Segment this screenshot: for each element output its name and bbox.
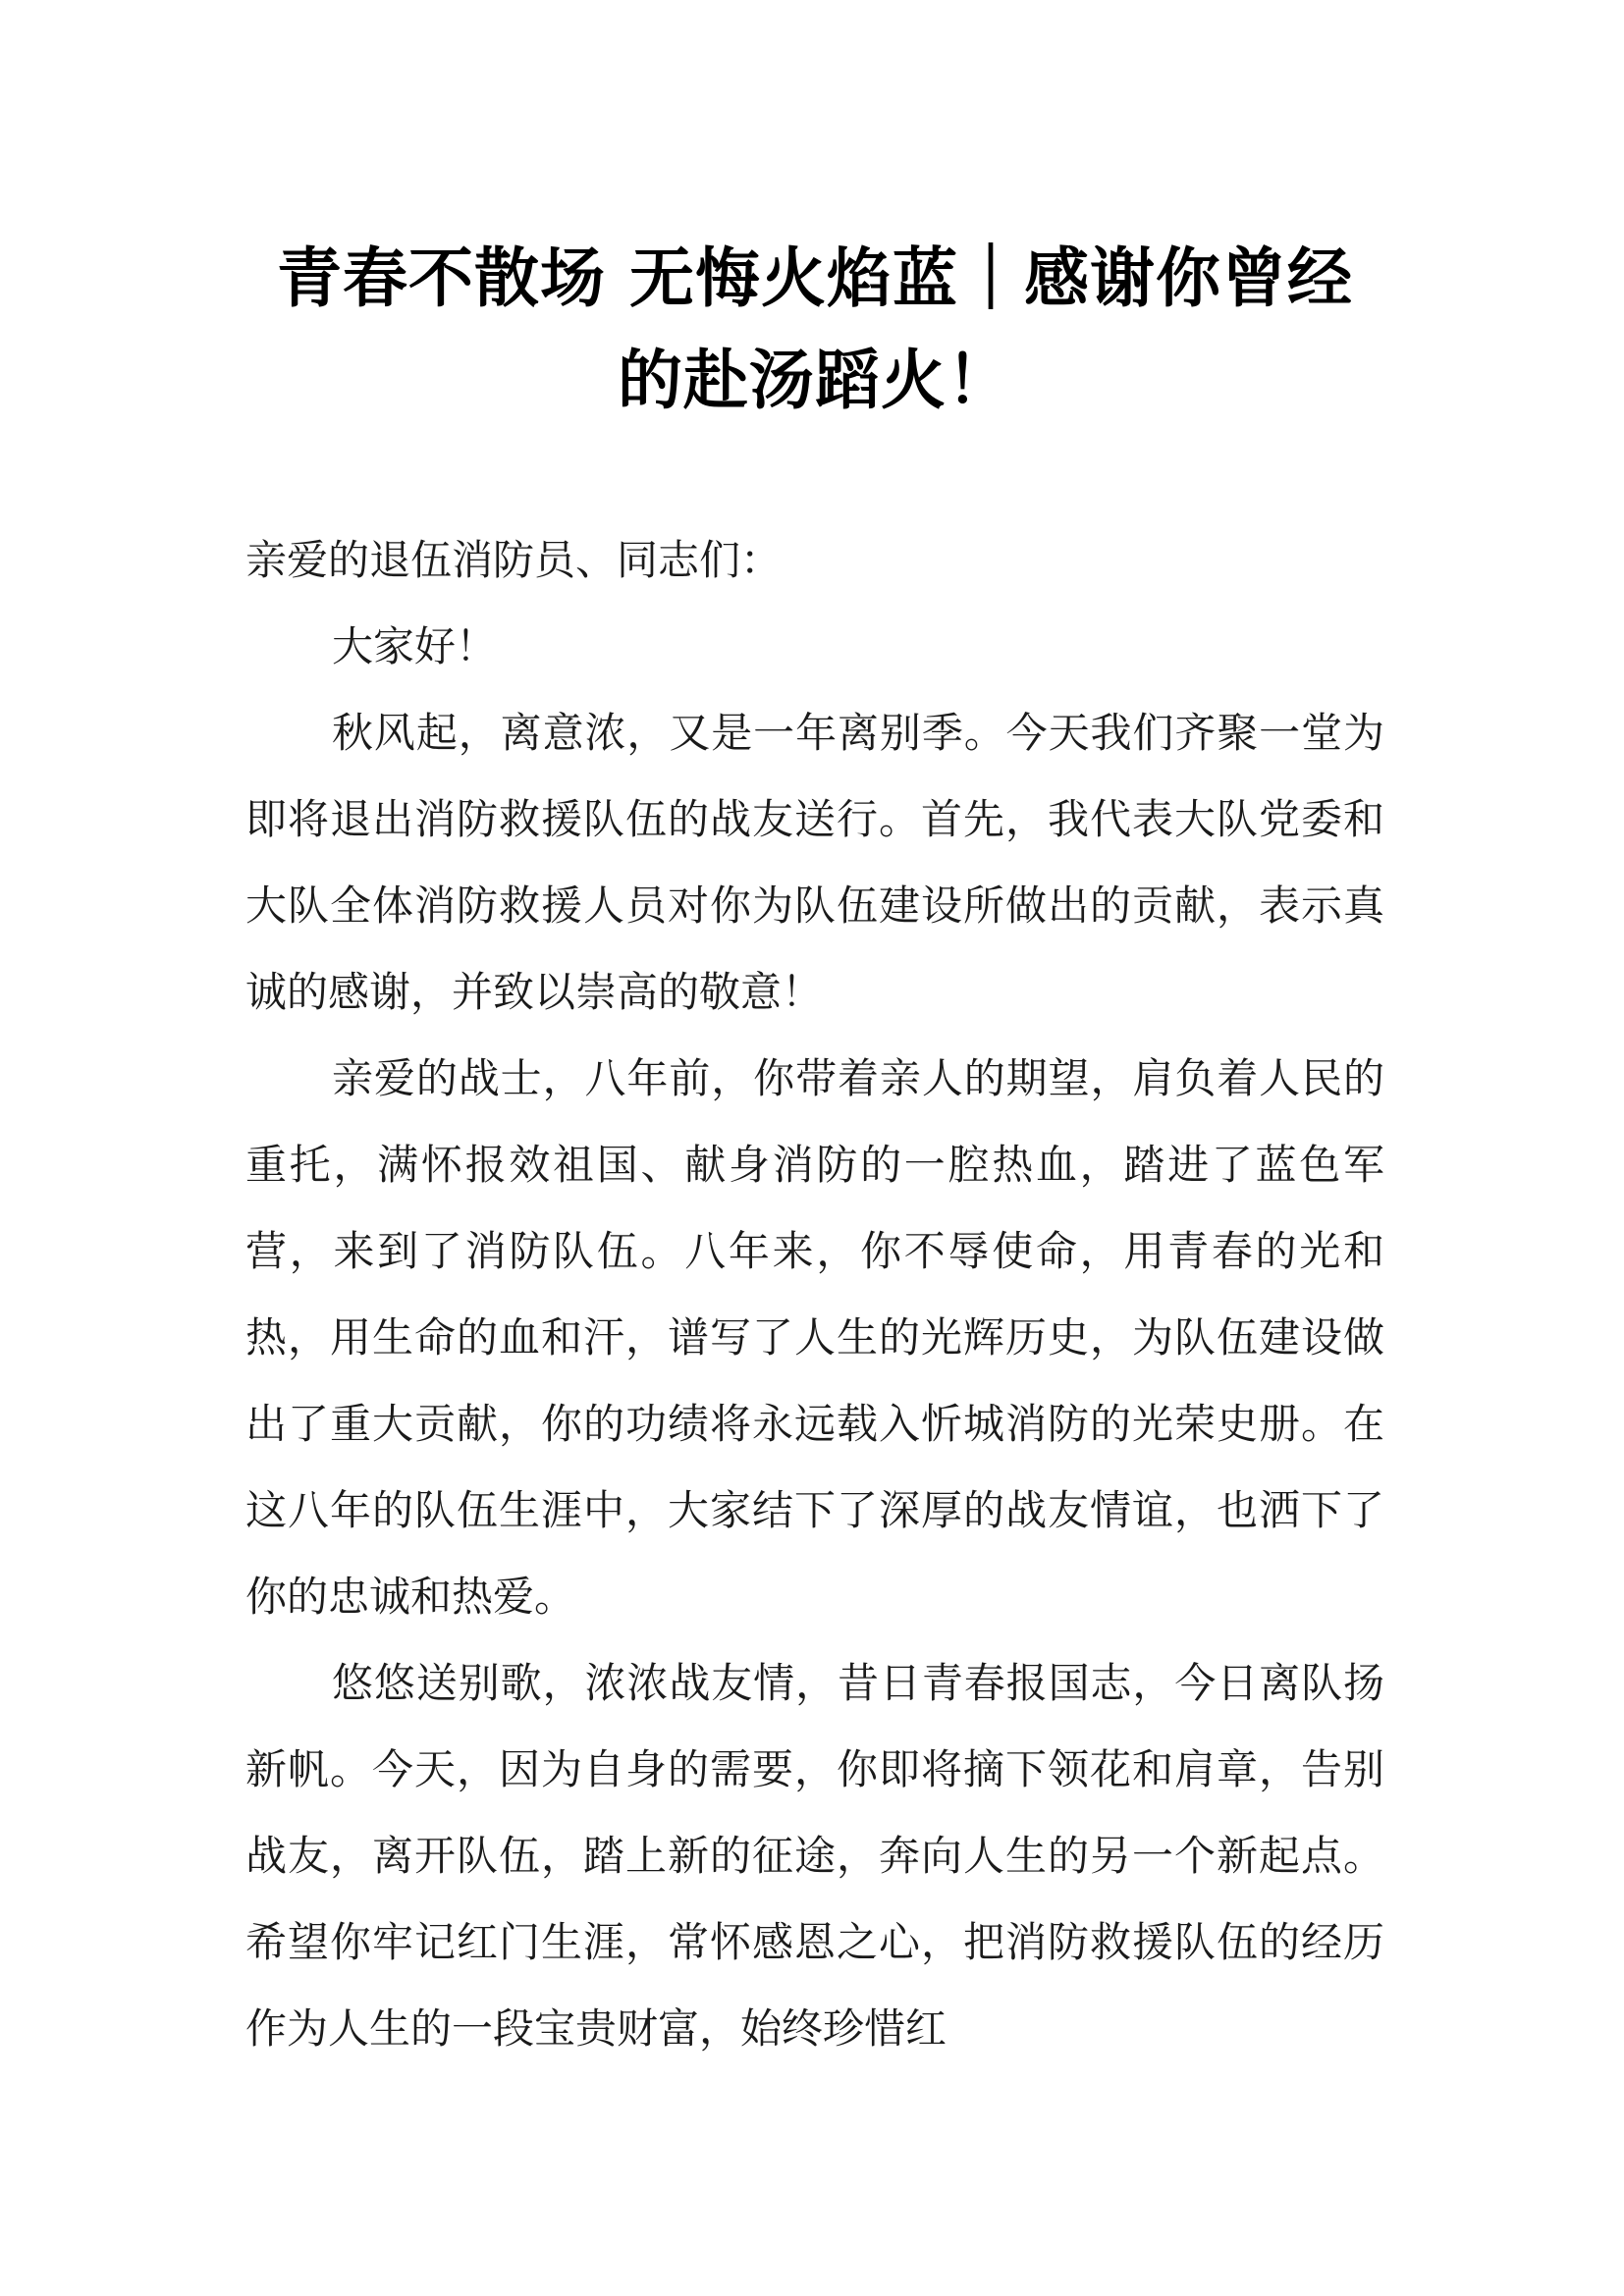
paragraph: 悠悠送别歌，浓浓战友情，昔日青春报国志，今日离队扬新帆。今天，因为自身的需要，你即将摘下领花和肩章，告别战友，离开队伍，踏上新的征途，奔向人生的另一个新起点。希望你牢记红门生涯，常怀感恩之心，把消防救援队伍的经历作为人生的一段宝贵财富，始终珍惜红 (245, 1659, 1384, 2053)
document-title: 青春不散场 无悔火焰蓝｜感谢你曾经的赴汤蹈火！ (277, 240, 1353, 418)
paragraph: 秋风起，离意浓，又是一年离别季。今天我们齐聚一堂为即将退出消防救援队伍的战友送行。首先，我代表大队党委和大队全体消防救援人员对你为队伍建设所做出的贡献，表示真诚的感谢，并致以崇高的敬意！ (245, 709, 1384, 1016)
salutation: 亲爱的退伍消防员、同志们： (245, 536, 783, 584)
document-body (245, 517, 1384, 2072)
greeting: 大家好！ (332, 622, 498, 670)
paragraph: 亲爱的战士，八年前，你带着亲人的期望，肩负着人民的重托，满怀报效祖国、献身消防的一腔热血，踏进了蓝色军营，来到了消防队伍。八年来，你不辱使命，用青春的光和热，用生命的血和汗，谱写了人生的光辉历史，为队伍建设做出了重大贡献，你的功绩将永远载入忻城消防的光荣史册。在这八年的队伍生涯中，大家结下了深厚的战友情谊，也洒下了你的忠诚和热爱。 (245, 1054, 1384, 1621)
